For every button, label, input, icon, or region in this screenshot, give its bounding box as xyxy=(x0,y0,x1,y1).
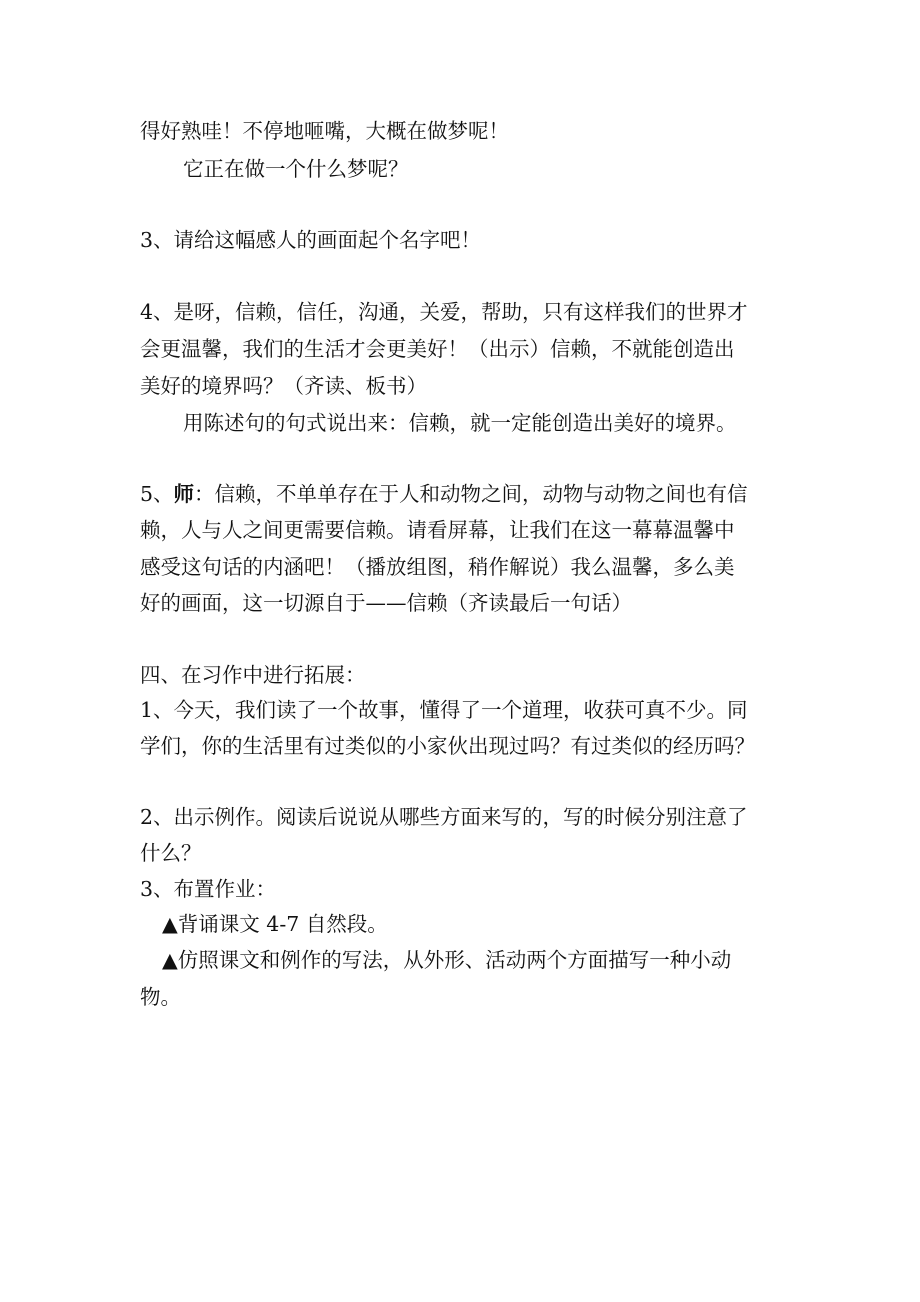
text-line: 2、出示例作。阅读后说说从哪些方面来写的，写的时候分别注意了 xyxy=(140,805,748,829)
text-line: 美好的境界吗？（齐读、板书） xyxy=(140,374,427,398)
homework-item: ▲仿照课文和例作的写法，从外形、活动两个方面描写一种小动 xyxy=(162,948,732,972)
text-line xyxy=(140,480,748,508)
homework-item: ▲背诵课文 4-7 自然段。 xyxy=(162,912,388,936)
item-number: 5、 xyxy=(140,482,174,506)
text-line: 4、是呀，信赖，信任，沟通，关爱，帮助，只有这样我们的世界才 xyxy=(140,300,748,324)
text-line: 1、今天，我们读了一个故事，懂得了一个道理，收获可真不少。同 xyxy=(140,698,748,722)
text-line: 好的画面，这一切源自于——信赖（齐读最后一句话） xyxy=(140,591,632,615)
text-line: 会更温馨，我们的生活才会更美好！（出示）信赖，不就能创造出 xyxy=(140,337,735,361)
line-rest: ：信赖，不单单存在于人和动物之间，动物与动物之间也有信 xyxy=(194,482,748,506)
text-line: 感受这句话的内涵吧！（播放组图，稍作解说）我么温馨，多么美 xyxy=(140,555,735,579)
text-line: 物。 xyxy=(140,985,181,1009)
text-line: 它正在做一个什么梦呢？ xyxy=(183,157,409,181)
text-line: 什么？ xyxy=(140,841,202,865)
text-line: 赖，人与人之间更需要信赖。请看屏幕，让我们在这一幕幕温馨中 xyxy=(140,518,735,542)
text-line: 3、请给这幅感人的画面起个名字吧！ xyxy=(140,228,482,252)
text-line: 用陈述句的句式说出来：信赖，就一定能创造出美好的境界。 xyxy=(183,411,737,435)
text-line: 学们，你的生活里有过类似的小家伙出现过吗？有过类似的经历吗？ xyxy=(140,734,755,758)
section-heading: 四、在习作中进行拓展： xyxy=(140,663,366,687)
text-line: 得好熟哇！不停地咂嘴，大概在做梦呢！ xyxy=(140,119,509,143)
teacher-label: 师 xyxy=(173,482,195,506)
text-line: 3、布置作业： xyxy=(140,877,277,901)
